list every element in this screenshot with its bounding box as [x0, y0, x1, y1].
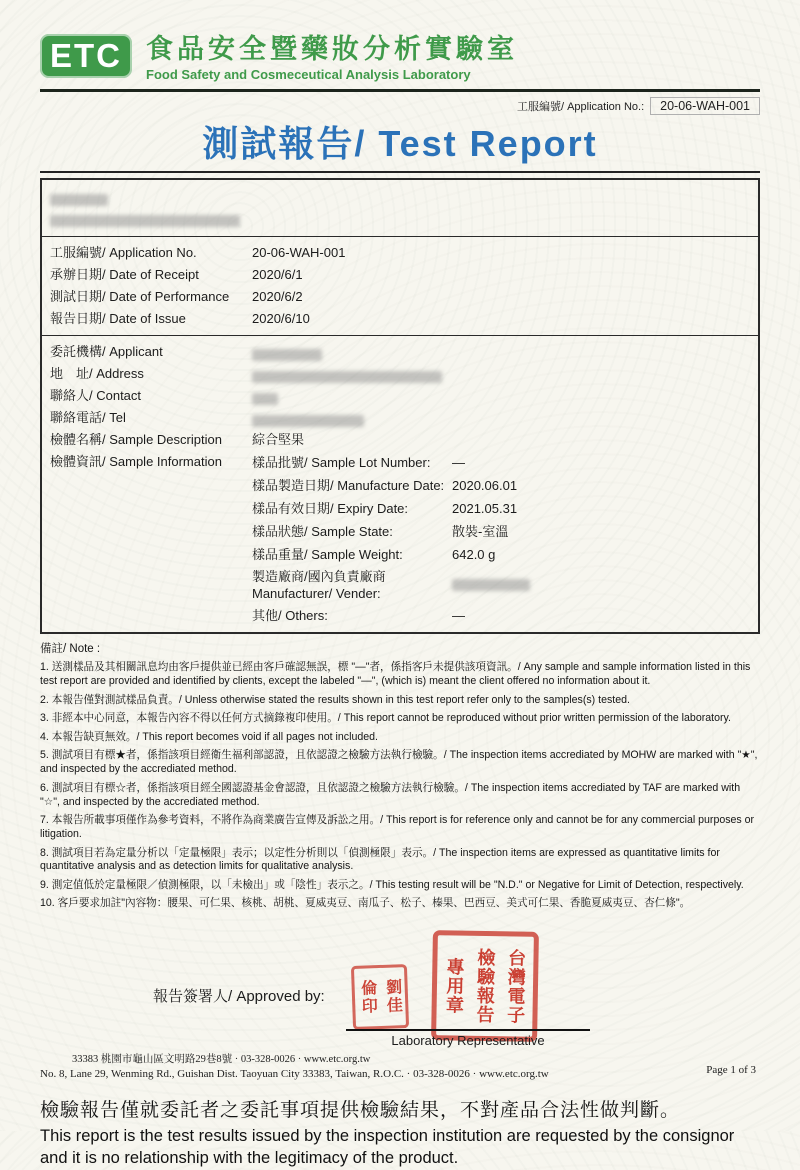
redacted-value	[452, 566, 750, 604]
redacted-value	[252, 385, 750, 407]
row-label: 測試日期/ Date of Performance	[50, 289, 230, 305]
header-divider	[40, 89, 760, 92]
table-row	[50, 341, 750, 363]
statement-en-line2: and it is no relationship with the legitimacy of the product.	[40, 1149, 459, 1168]
sample-info-row	[252, 520, 750, 543]
header	[40, 34, 760, 82]
row-label: 聯絡電話/ Tel	[50, 410, 126, 426]
report-title: 測試報告/ Test Report	[202, 123, 598, 165]
redacted-value	[252, 341, 750, 363]
approver-seal-stamp	[351, 964, 409, 1030]
redacted-value	[252, 363, 750, 385]
footer	[40, 1051, 760, 1080]
statement-en-line1: This report is the test results issued by the inspection institution are requested by the consignor	[40, 1127, 735, 1146]
title-divider	[40, 171, 760, 173]
redacted-client-name	[50, 189, 750, 206]
table-row	[50, 385, 750, 407]
note-item: 2. 本報告僅對測試樣品負責。/ Unless otherwise stated the results shown in this test report refer only to the samples(s) tested.	[40, 693, 630, 706]
seal-text: 倫印	[358, 979, 377, 1017]
sample-info-row	[252, 474, 750, 497]
application-no-row	[40, 97, 760, 115]
seal-text: 專用章	[443, 957, 465, 1015]
row-label: 樣品狀態/ Sample State:	[252, 524, 393, 540]
table-row	[50, 286, 750, 308]
footer-address-zh: 33383 桃園市龜山區文明路29巷8號 · 03-328-0026 · www.etc.org.tw	[72, 1054, 371, 1065]
row-label: 報告日期/ Date of Issue	[50, 311, 186, 327]
row-label: 樣品批號/ Sample Lot Number:	[252, 455, 431, 471]
note-item: 9. 測定值低於定量極限／偵測極限，以「未檢出」或「陰性」表示之。/ This testing result will be "N.D." or Negative for Limit of Detection, respectively.	[40, 878, 744, 891]
signature-section	[40, 933, 760, 1055]
row-label: 檢體名稱/ Sample Description	[50, 432, 222, 448]
row-value: 散裝-室溫	[452, 524, 509, 540]
table-row	[50, 242, 750, 264]
sample-information-details	[252, 451, 750, 627]
row-value: —	[452, 455, 465, 471]
row-value: 綜合堅果	[252, 432, 305, 448]
etc-logo: ETC	[40, 34, 132, 78]
note-item: 7. 本報告所載事項僅作為參考資料，不將作為商業廣告宣傳及訴訟之用。/ This report is for reference only and cannot be for any commercial purposes or litigation.	[40, 814, 755, 841]
seal-text: 檢驗報告	[474, 948, 496, 1025]
row-label: 聯絡人/ Contact	[50, 388, 142, 404]
approved-by-label: 報告簽署人/ Approved by:	[153, 988, 325, 1006]
signature-line	[346, 1029, 590, 1031]
table-row-sample-information	[50, 451, 750, 627]
row-value: 2020/6/2	[252, 289, 303, 305]
seal-text: 劉佳	[383, 978, 402, 1016]
table-row	[50, 429, 750, 451]
row-value: 2020.06.01	[452, 478, 518, 494]
org-name-block	[146, 34, 518, 82]
manufacturer-label-en: Manufacturer/ Vender:	[252, 586, 381, 602]
note-item: 8. 測試項目若為定量分析以「定量極限」表示；以定性分析則以「偵測極限」表示。/ The inspection items are expressed as quantitative limits for quantitative analysis and as detection limits for qualitative analysis.	[40, 846, 720, 873]
row-label: 地 址/ Address	[50, 366, 144, 382]
statement-zh: 檢驗報告僅就委託者之委託事項提供檢驗結果，不對產品合法性做判斷。	[40, 1100, 681, 1122]
row-label: 承辦日期/ Date of Receipt	[50, 267, 199, 283]
org-name-en: Food Safety and Cosmeceutical Analysis Laboratory	[146, 67, 471, 83]
redacted-client-address	[50, 210, 750, 227]
sample-info-row	[252, 543, 750, 566]
info-table	[40, 178, 760, 634]
note-item: 10. 客戶要求加註"內容物：腰果、可仁果、核桃、胡桃、夏威夷豆、南瓜子、松子、榛果、巴西豆、美式可仁果、香脆夏威夷豆、杏仁條"。	[40, 897, 691, 910]
note-item: 3. 非經本中心同意，本報告內容不得以任何方式摘錄複印使用。/ This report cannot be reproduced without prior written permission of the laboratory.	[40, 712, 731, 725]
statement-en	[40, 1126, 760, 1170]
row-label: 工服編號/ Application No.	[50, 245, 197, 261]
row-value: 20-06-WAH-001	[252, 245, 346, 261]
sample-section	[42, 335, 758, 632]
table-row	[50, 407, 750, 429]
note-item: 6. 測試項目有標☆者，係指該項目經全國認證基金會認證，且依認證之檢驗方法執行檢驗。/ The inspection items accrediated by TAF are marked with "☆", and inspected by the accrediated method.	[40, 781, 741, 808]
client-header-section	[42, 180, 758, 236]
row-value: 2020/6/10	[252, 311, 310, 327]
row-label: 檢體資訊/ Sample Information	[50, 454, 222, 470]
redacted-value	[252, 407, 750, 429]
row-label: 委託機構/ Applicant	[50, 344, 163, 360]
disclaimer-statement	[40, 1095, 760, 1170]
row-value: 2021.05.31	[452, 501, 518, 517]
dates-section	[42, 236, 758, 335]
table-row	[50, 363, 750, 385]
notes-section	[40, 642, 760, 911]
sample-info-row	[252, 497, 750, 520]
row-label: 樣品製造日期/ Manufacture Date:	[252, 478, 445, 494]
row-label	[252, 566, 452, 604]
page-number: Page 1 of 3	[706, 1064, 756, 1076]
note-item: 4. 本報告缺頁無效。/ This report becomes void if all pages not included.	[40, 730, 378, 743]
row-value: —	[452, 608, 465, 624]
row-value: 2020/6/1	[252, 267, 303, 283]
sample-info-row	[252, 451, 750, 474]
row-label: 其他/ Others:	[252, 608, 328, 624]
note-item: 5. 測試項目有標★者，係指該項目經衛生福利部認證，且依認證之檢驗方法執行檢驗。/ The inspection items accrediated by MOHW are marked with "★", and inspected by the accrediated method.	[40, 749, 758, 776]
table-row	[50, 264, 750, 286]
application-no-value: 20-06-WAH-001	[650, 97, 760, 115]
row-value: 642.0 g	[452, 547, 496, 563]
org-name-zh: 食品安全暨藥妝分析實驗室	[146, 34, 518, 64]
representative-label: Laboratory Representative	[391, 1033, 545, 1049]
note-item: 1. 送測樣品及其相關訊息均由客戶提供並已經由客戶確認無誤，標 "—"者，係指客戶未提供該項資訊。/ Any sample and sample information listed in this test report are provided and identified by clients, except the labeled "—", (which is) meant the client offered no information about it.	[40, 661, 751, 688]
row-label: 樣品有效日期/ Expiry Date:	[252, 501, 409, 517]
row-label: 樣品重量/ Sample Weight:	[252, 547, 403, 563]
footer-address-en: No. 8, Lane 29, Wenming Rd., Guishan Dist. Taoyuan City 33383, Taiwan, R.O.C. · 03-328-0026 · www.etc.org.tw	[40, 1068, 549, 1080]
laboratory-seal-stamp	[431, 930, 539, 1042]
seal-text: 台灣電子	[504, 948, 527, 1026]
table-row	[50, 308, 750, 330]
sample-info-row-manufacturer	[252, 566, 750, 604]
notes-title: 備註/ Note :	[40, 643, 101, 656]
manufacturer-label-zh: 製造廠商/國內負責廠商	[252, 569, 386, 585]
application-no-label: 工服編號/ Application No.:	[516, 101, 645, 114]
sample-info-row	[252, 604, 750, 627]
